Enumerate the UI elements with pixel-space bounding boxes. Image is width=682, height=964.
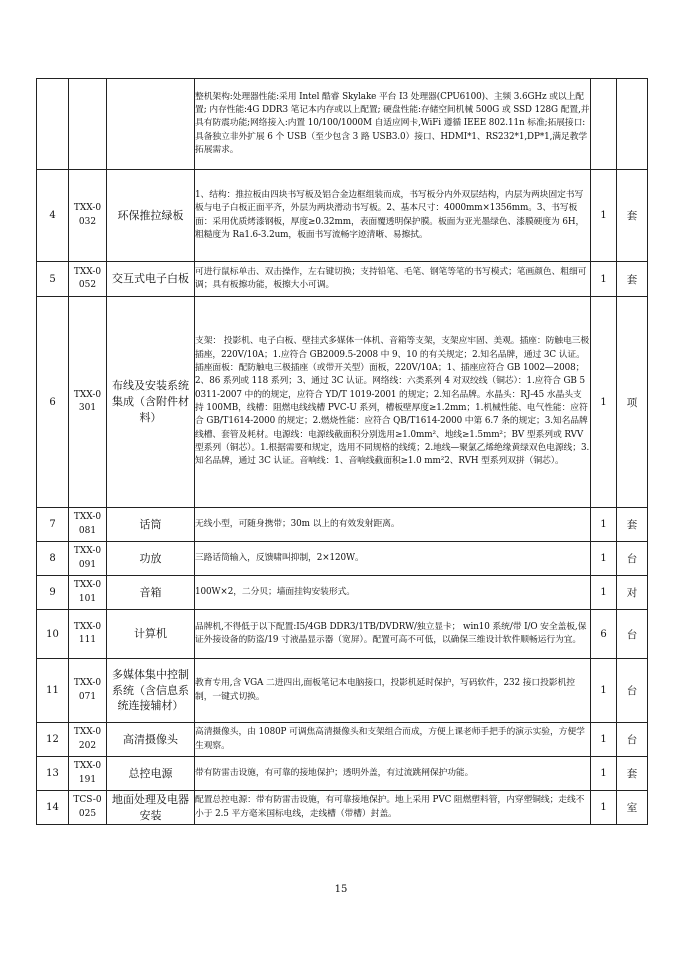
item-code-part: TXX-0 (73, 621, 102, 632)
item-unit: 套 (617, 262, 648, 297)
item-code-part: 032 (78, 216, 97, 227)
item-parameters: 整机架构:处理器性能:采用 Intel 酷睿 Skylake 平台 I3 处理器(CPU6100)、主频 3.6GHz 或以上配置; 内存性能:4G DDR3 笔记本内存或以上配置; 硬盘性能:存储空间机械 500G 或 SSD 128G 配置,并具有防震功能;网络接入:内置 10/100/1000M 自适应网卡,WiFi 遵循 IEEE 802.11n 标准;拓展接口:具备独立非外扩展 6 个 USB（至少包含 3 路 USB3.0）接口、HDMI*1、RS232*1,DP*1,满足教学拓展需求。 (195, 79, 591, 170)
item-number: 8 (37, 542, 69, 576)
item-unit: 台 (617, 610, 648, 659)
table-row (37, 262, 648, 297)
item-name: 音箱 (107, 576, 195, 610)
item-unit: 项 (617, 297, 648, 508)
item-quantity: 1 (591, 576, 617, 610)
item-unit: 套 (617, 170, 648, 262)
item-number: 6 (37, 297, 69, 508)
item-number: 12 (37, 723, 69, 757)
item-code (69, 79, 107, 170)
item-quantity: 1 (591, 542, 617, 576)
item-code (69, 576, 107, 610)
item-code (69, 542, 107, 576)
item-name: 计算机 (107, 610, 195, 659)
item-code-part: TXX-0 (73, 203, 102, 214)
item-code (69, 170, 107, 262)
table-row (37, 297, 648, 508)
table-row (37, 757, 648, 791)
item-parameters: 教育专用,含 VGA 二进四出,面板笔记本电脑接口，投影机延时保护，写码软件，232 接口投影机控制，一键式切换。 (195, 659, 591, 723)
item-code-part: TXX-0 (73, 266, 102, 277)
item-code-part: TXX-0 (73, 389, 102, 400)
item-name (107, 79, 195, 170)
item-code-part: 101 (78, 593, 97, 604)
item-unit: 套 (617, 508, 648, 542)
item-name: 多媒体集中控制系统（含信息系统连接辅材） (107, 659, 195, 723)
item-code-part: 301 (78, 403, 97, 413)
item-name: 交互式电子白板 (107, 262, 195, 297)
item-name: 话筒 (107, 508, 195, 542)
table-row (37, 79, 648, 170)
item-unit: 台 (617, 542, 648, 576)
item-number (37, 79, 69, 170)
item-code-part: 202 (78, 740, 97, 751)
item-unit: 套 (617, 757, 648, 791)
item-quantity: 1 (591, 659, 617, 723)
item-name: 布线及安装系统集成（含附件材料） (107, 297, 195, 508)
item-quantity: 1 (591, 508, 617, 542)
item-quantity: 6 (591, 610, 617, 659)
item-number: 13 (37, 757, 69, 791)
item-parameters: 带有防雷击设施，有可靠的接地保护；透明外盖，有过流跳闸保护功能。 (195, 757, 591, 791)
item-name: 功放 (107, 542, 195, 576)
item-code (69, 791, 107, 825)
item-parameters: 配置总控电源：带有防雷击设施，有可靠接地保护。地上采用 PVC 阻燃塑料管，内穿塑铜线；走线不小于 2.5 平方毫米国标电线，走线槽（带槽）封盖。 (195, 791, 591, 825)
item-code-part: TXX-0 (73, 580, 102, 591)
item-name: 环保推拉绿板 (107, 170, 195, 262)
item-unit: 台 (617, 723, 648, 757)
page-number: 15 (334, 884, 348, 895)
table-row (37, 170, 648, 262)
item-code (69, 262, 107, 297)
item-number: 10 (37, 610, 69, 659)
item-unit: 室 (617, 791, 648, 825)
item-code-part: TXX-0 (73, 546, 102, 557)
table-row (37, 723, 648, 757)
table-row (37, 610, 648, 659)
item-parameters: 无线小型，可随身携带；30m 以上的有效发射距离。 (195, 508, 591, 542)
item-quantity: 1 (591, 170, 617, 262)
item-code-part: 081 (78, 525, 97, 536)
item-code-part: TXX-0 (73, 512, 102, 523)
item-parameters: 1、结构：推拉板由四块书写板及铝合金边框组装而成，书写板分内外双层结构，内层为两块固定书写板与电子白板正面平齐，外层为两块滑动书写板。2、基本尺寸：4000mm×1356mm。3、书写板面：采用优质烤漆钢板，厚度≥0.32mm，表面覆透明保护膜。板面为亚光墨绿色、漆膜硬度为 6H，粗糙度为 Ra1.6-3.2um，板面书写流畅字迹清晰、易擦拭。 (195, 170, 591, 262)
item-quantity: 1 (591, 262, 617, 297)
item-code (69, 508, 107, 542)
item-name: 总控电源 (107, 757, 195, 791)
item-code-part: 052 (78, 280, 97, 290)
item-name: 地面处理及电器安装 (107, 791, 195, 825)
item-code-part: 071 (78, 691, 97, 702)
item-number: 9 (37, 576, 69, 610)
item-quantity: 1 (591, 297, 617, 508)
item-parameters: 三路话筒输入，反馈啸叫抑制，2×120W。 (195, 542, 591, 576)
item-unit: 台 (617, 659, 648, 723)
item-code-part: TXX-0 (73, 727, 102, 738)
item-code-part: TXX-0 (73, 761, 102, 772)
item-quantity: 1 (591, 791, 617, 825)
item-number: 14 (37, 791, 69, 825)
item-code (69, 610, 107, 659)
item-number: 5 (37, 262, 69, 297)
table-row (37, 791, 648, 825)
item-quantity (591, 79, 617, 170)
item-number: 7 (37, 508, 69, 542)
table-row (37, 576, 648, 610)
item-unit (617, 79, 648, 170)
item-parameters: 支架： 投影机、电子白板、壁挂式多媒体一体机、音箱等支架，支架应牢固、美观。插座：防触电三极插座，220V/10A；1.应符合 GB2009.5-2008 中 9、10 的有关规定；2.知名品牌，通过 3C 认证。插座面板：配防触电三极插座（或带开关型）面板，220V/10A；1、插座应符合 GB 1002—2008；2、86 系列或 118 系列；3、通过 3C 认证。网络线：六类系列 4 对双绞线（铜芯）：1.应符合 GB 50311-2007 中的的规定，应符合 YD/T 1019-2001 的规定；2.知名品牌。水晶头：RJ-45 水晶头支持 100MB，线槽：阻燃电线线槽 PVC-U 系列，槽板壁厚度≥1.2mm；1.机械性能、电气性能：应符合 GB/T1614-2000 的规定；2.燃烧性能：应符合 QB/T1614-2000 中第 6.7 条的规定；3.知名品牌线槽、套管及耗材。电源线：电源线截面积分别选用≥1.0mm²、地线≥1.5mm²；BV 型系列或 RVV 型系列（铜芯）。1.根据需要和规定，选用不同规格的线缆；2.地线—聚氯乙烯绝缘黄绿双色电源线；3. 知名品牌，通过 3C 认证。音响线：1、音响线截面积≥1.0 mm²2、RVH 型系列双拼（铜芯）。 (195, 297, 591, 508)
item-code (69, 723, 107, 757)
item-code (69, 757, 107, 791)
item-code-part: 091 (78, 559, 97, 570)
item-code (69, 297, 107, 508)
item-parameters: 高清摄像头，由 1080P 可调焦高清摄像头和支架组合而成，方便上课老师手把手的演示实验，方便学生观察。 (195, 723, 591, 757)
item-code-part: 191 (78, 774, 97, 785)
item-unit: 对 (617, 576, 648, 610)
item-quantity: 1 (591, 723, 617, 757)
equipment-spec-table (36, 78, 648, 825)
item-number: 11 (37, 659, 69, 723)
item-parameters: 品牌机,不得低于以下配置:I5/4GB DDR3/1TB/DVDRW/独立显卡； win10 系统/带 I/O 安全盖板,保证外接设备的防盗/19 寸液晶显示器（宽屏）。配置可高不可低，以确保三维设计软件顺畅运行为宜。 (195, 610, 591, 659)
item-code-part: 111 (78, 635, 97, 645)
item-code-part: TCS-0 (73, 795, 102, 806)
item-number: 4 (37, 170, 69, 262)
item-parameters: 可进行鼠标单击、双击操作，左右键切换；支持铅笔、毛笔、钢笔等笔的书写模式；笔画颜色、粗细可调；具有板擦功能，板擦大小可调。 (195, 262, 591, 297)
item-code (69, 659, 107, 723)
item-quantity: 1 (591, 757, 617, 791)
item-code-part: TXX-0 (73, 678, 102, 689)
table-row (37, 659, 648, 723)
item-code-part: 025 (78, 808, 97, 819)
item-name: 高清摄像头 (107, 723, 195, 757)
table-body (37, 79, 648, 825)
table-row (37, 542, 648, 576)
item-parameters: 100W×2，二分贝；墙面挂钩安装形式。 (195, 576, 591, 610)
table-row (37, 508, 648, 542)
